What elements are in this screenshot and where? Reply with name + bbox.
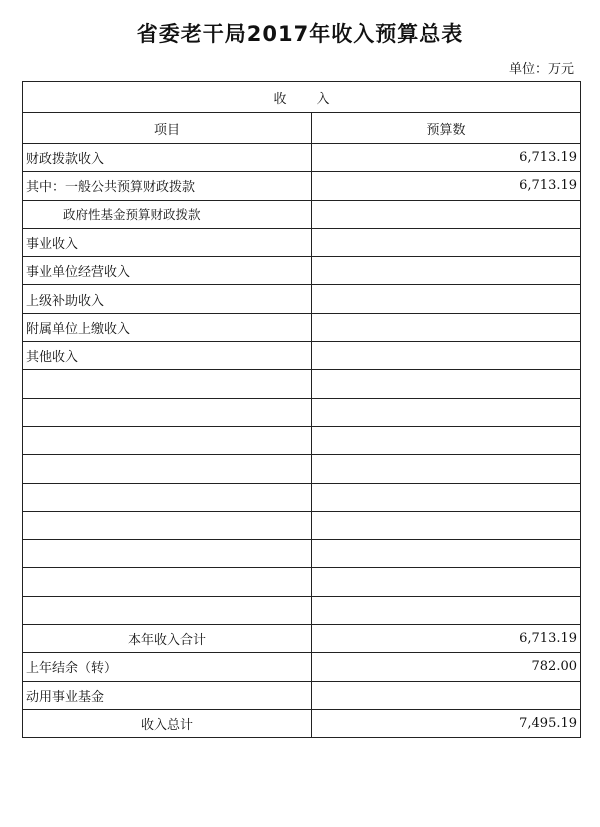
empty-cell — [23, 455, 312, 483]
empty-row — [23, 370, 581, 398]
row-value — [312, 228, 581, 256]
section-header — [23, 82, 581, 113]
empty-row — [23, 426, 581, 454]
row-label: 其他收入 — [23, 342, 312, 370]
empty-cell — [312, 370, 581, 398]
row-label: 财政拨款收入 — [23, 144, 312, 172]
table-row — [23, 313, 581, 341]
empty-cell — [312, 483, 581, 511]
empty-cell — [23, 483, 312, 511]
summary-value — [312, 681, 581, 709]
empty-cell — [23, 568, 312, 596]
row-label: 上级补助收入 — [23, 285, 312, 313]
summary-row — [23, 625, 581, 653]
empty-cell — [312, 426, 581, 454]
row-label: 附属单位上缴收入 — [23, 313, 312, 341]
empty-cell — [23, 398, 312, 426]
empty-cell — [312, 511, 581, 539]
empty-cell — [312, 398, 581, 426]
summary-value: 782.00 — [312, 653, 581, 681]
empty-row — [23, 596, 581, 624]
row-value — [312, 285, 581, 313]
table-row — [23, 257, 581, 285]
empty-cell — [23, 511, 312, 539]
row-label: 事业收入 — [23, 228, 312, 256]
row-label: 事业单位经营收入 — [23, 257, 312, 285]
table-row — [23, 342, 581, 370]
table-row — [23, 144, 581, 172]
empty-cell — [23, 426, 312, 454]
column-header-row — [23, 113, 581, 144]
empty-cell — [312, 540, 581, 568]
summary-value: 7,495.19 — [312, 709, 581, 737]
empty-row — [23, 540, 581, 568]
empty-cell — [312, 596, 581, 624]
empty-cell — [23, 596, 312, 624]
row-value — [312, 313, 581, 341]
table-row — [23, 200, 581, 228]
empty-cell — [312, 455, 581, 483]
page-title: 省委老干局2017年收入预算总表 — [136, 22, 464, 46]
summary-row — [23, 653, 581, 681]
empty-row — [23, 511, 581, 539]
summary-value: 6,713.19 — [312, 625, 581, 653]
summary-label: 收入总计 — [23, 709, 312, 737]
summary-label: 动用事业基金 — [23, 681, 312, 709]
row-value — [312, 200, 581, 228]
col-header-item: 项目 — [23, 113, 312, 144]
empty-cell — [23, 540, 312, 568]
empty-row — [23, 455, 581, 483]
table-row — [23, 285, 581, 313]
unit-label: 单位：万元 — [508, 62, 574, 77]
row-value: 6,713.19 — [312, 172, 581, 200]
summary-label: 本年收入合计 — [23, 625, 312, 653]
empty-cell — [312, 568, 581, 596]
row-value: 6,713.19 — [312, 144, 581, 172]
table-row — [23, 228, 581, 256]
summary-label: 上年结余（转） — [23, 653, 312, 681]
section-header-label: 收入 — [273, 91, 360, 107]
budget-table — [22, 81, 581, 738]
summary-row — [23, 709, 581, 737]
row-value — [312, 257, 581, 285]
empty-row — [23, 398, 581, 426]
row-label: 其中：一般公共预算财政拨款 — [23, 172, 312, 200]
section-header-row — [23, 82, 581, 113]
row-label: 政府性基金预算财政拨款 — [23, 200, 312, 228]
table-row — [23, 172, 581, 200]
empty-row — [23, 483, 581, 511]
empty-row — [23, 568, 581, 596]
col-header-budget: 预算数 — [312, 113, 581, 144]
empty-cell — [23, 370, 312, 398]
summary-row — [23, 681, 581, 709]
row-value — [312, 342, 581, 370]
